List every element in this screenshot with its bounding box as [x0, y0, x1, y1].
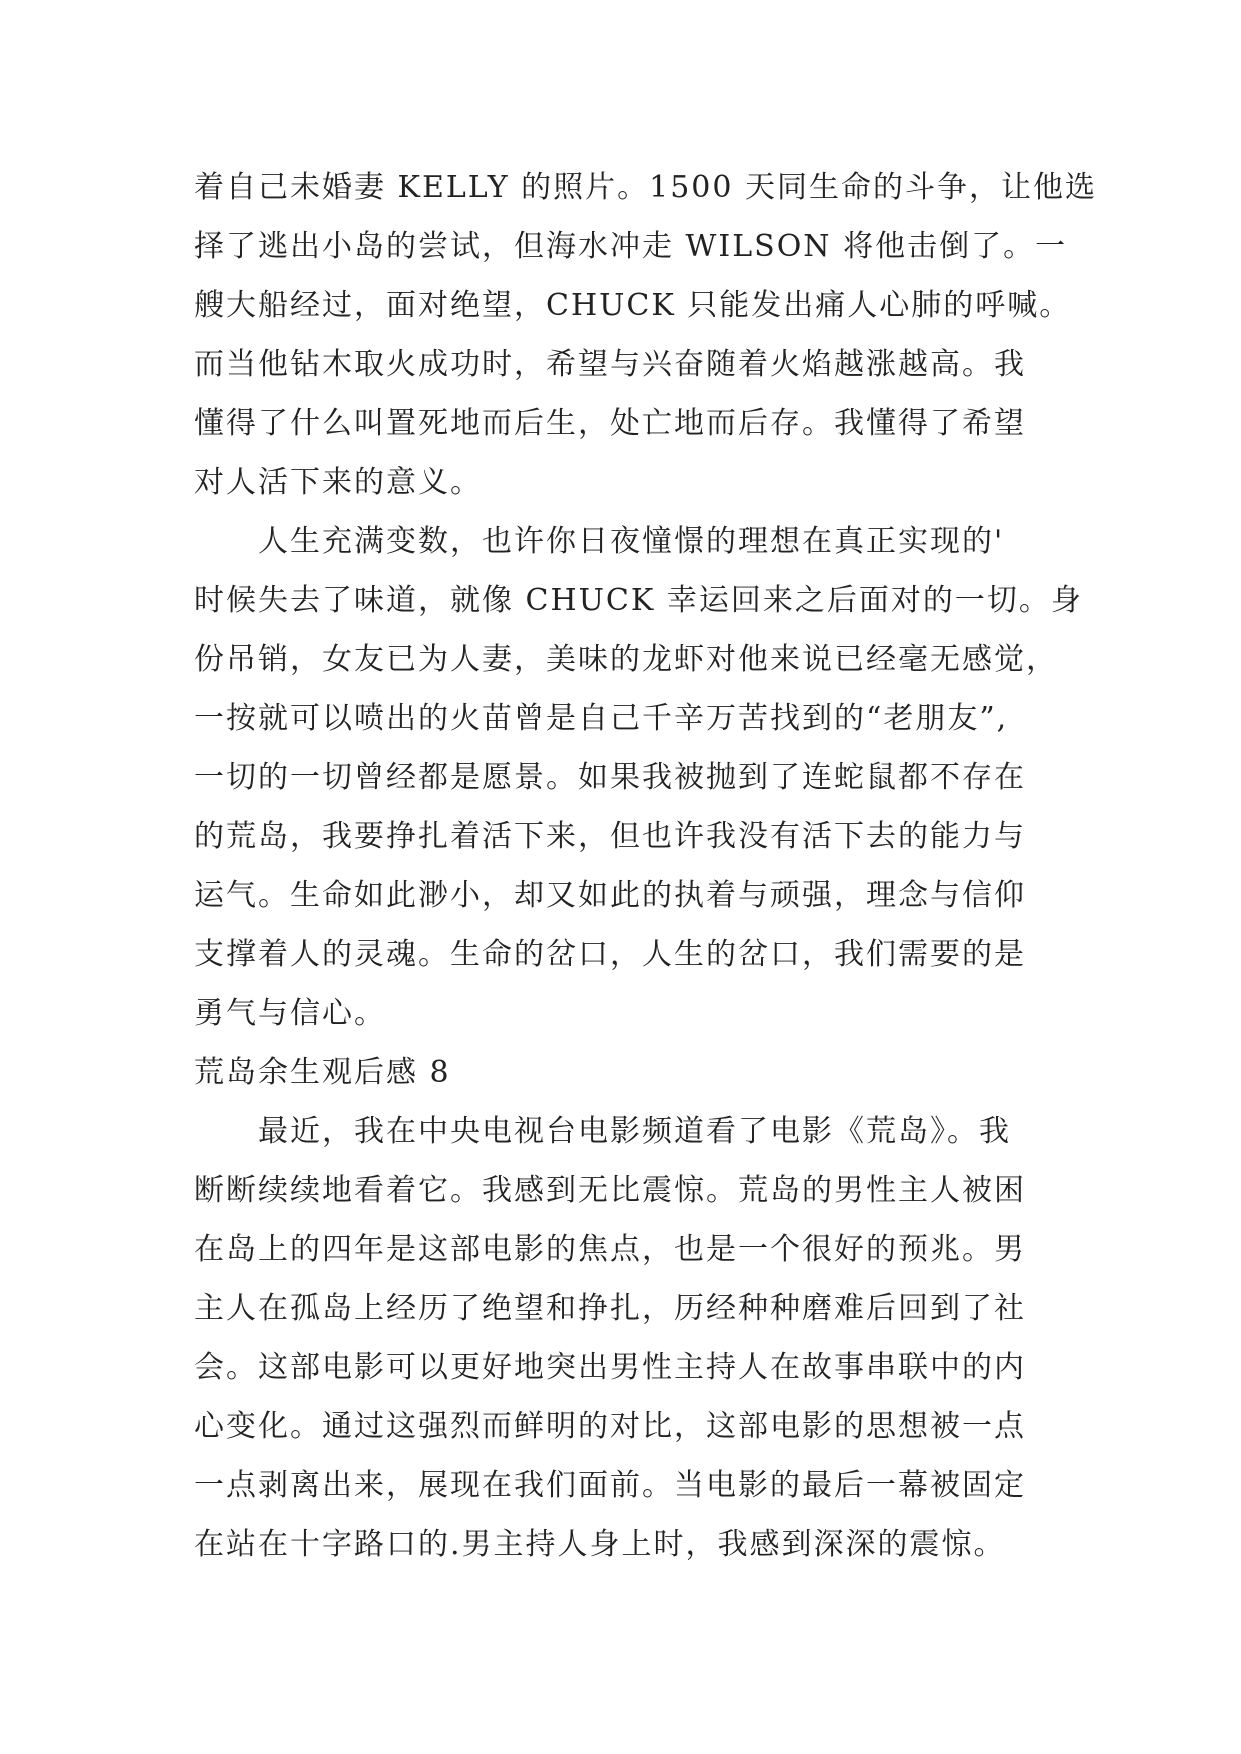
- text-line: 一按就可以喷出的火苗曾是自己千辛万苦找到的“老朋友”,: [194, 701, 1009, 736]
- text-line: 份吊销，女友已为人妻，美味的龙虾对他来说已经毫无感觉，: [194, 642, 1058, 677]
- text-line: 断断续续地看着它。我感到无比震惊。荒岛的男性主人被困: [194, 1173, 1026, 1208]
- document-body: [194, 158, 1097, 1574]
- text-line: 会。这部电影可以更好地突出男性主持人在故事串联中的内: [194, 1350, 1026, 1385]
- text-line: 在岛上的四年是这部电影的焦点，也是一个很好的预兆。男: [194, 1232, 1026, 1267]
- text-line: 的荒岛，我要挣扎着活下来，但也许我没有活下去的能力与: [194, 819, 1026, 854]
- text-line: 择了逃出小岛的尝试，但海水冲走 WILSON 将他击倒了。一: [194, 229, 1068, 264]
- text-line: 一点剥离出来，展现在我们面前。当电影的最后一幕被固定: [194, 1468, 1026, 1503]
- text-line: 一切的一切曾经都是愿景。如果我被抛到了连蛇鼠都不存在: [194, 760, 1026, 795]
- text-line: 艘大船经过，面对绝望，CHUCK 只能发出痛人心肺的呼喊。: [194, 288, 1072, 323]
- text-line: 运气。生命如此渺小，却又如此的执着与顽强，理念与信仰: [194, 878, 1026, 913]
- paragraph-start-line: 最近，我在中央电视台电影频道看了电影《荒岛》。我: [258, 1114, 1011, 1149]
- text-line: 对人活下来的意义。: [194, 465, 482, 500]
- section-heading: 荒岛余生观后感 8: [194, 1055, 451, 1090]
- text-line: 勇气与信心。: [194, 996, 386, 1031]
- text-line: 懂得了什么叫置死地而后生，处亡地而后存。我懂得了希望: [194, 406, 1026, 441]
- paragraph-start-line: 人生充满变数，也许你日夜憧憬的理想在真正实现的': [258, 524, 1005, 559]
- text-line: 心变化。通过这强烈而鲜明的对比，这部电影的思想被一点: [194, 1409, 1026, 1444]
- text-line: 时候失去了味道，就像 CHUCK 幸运回来之后面对的一切。身: [194, 583, 1083, 618]
- text-line: 而当他钻木取火成功时，希望与兴奋随着火焰越涨越高。我: [194, 347, 1026, 382]
- text-line: 在站在十字路口的.男主持人身上时，我感到深深的震惊。: [194, 1527, 1006, 1562]
- text-line: 支撑着人的灵魂。生命的岔口，人生的岔口，我们需要的是: [194, 937, 1026, 972]
- text-line: 着自己未婚妻 KELLY 的照片。1500 天同生命的斗争，让他选: [194, 170, 1097, 205]
- text-line: 主人在孤岛上经历了绝望和挣扎，历经种种磨难后回到了社: [194, 1291, 1026, 1326]
